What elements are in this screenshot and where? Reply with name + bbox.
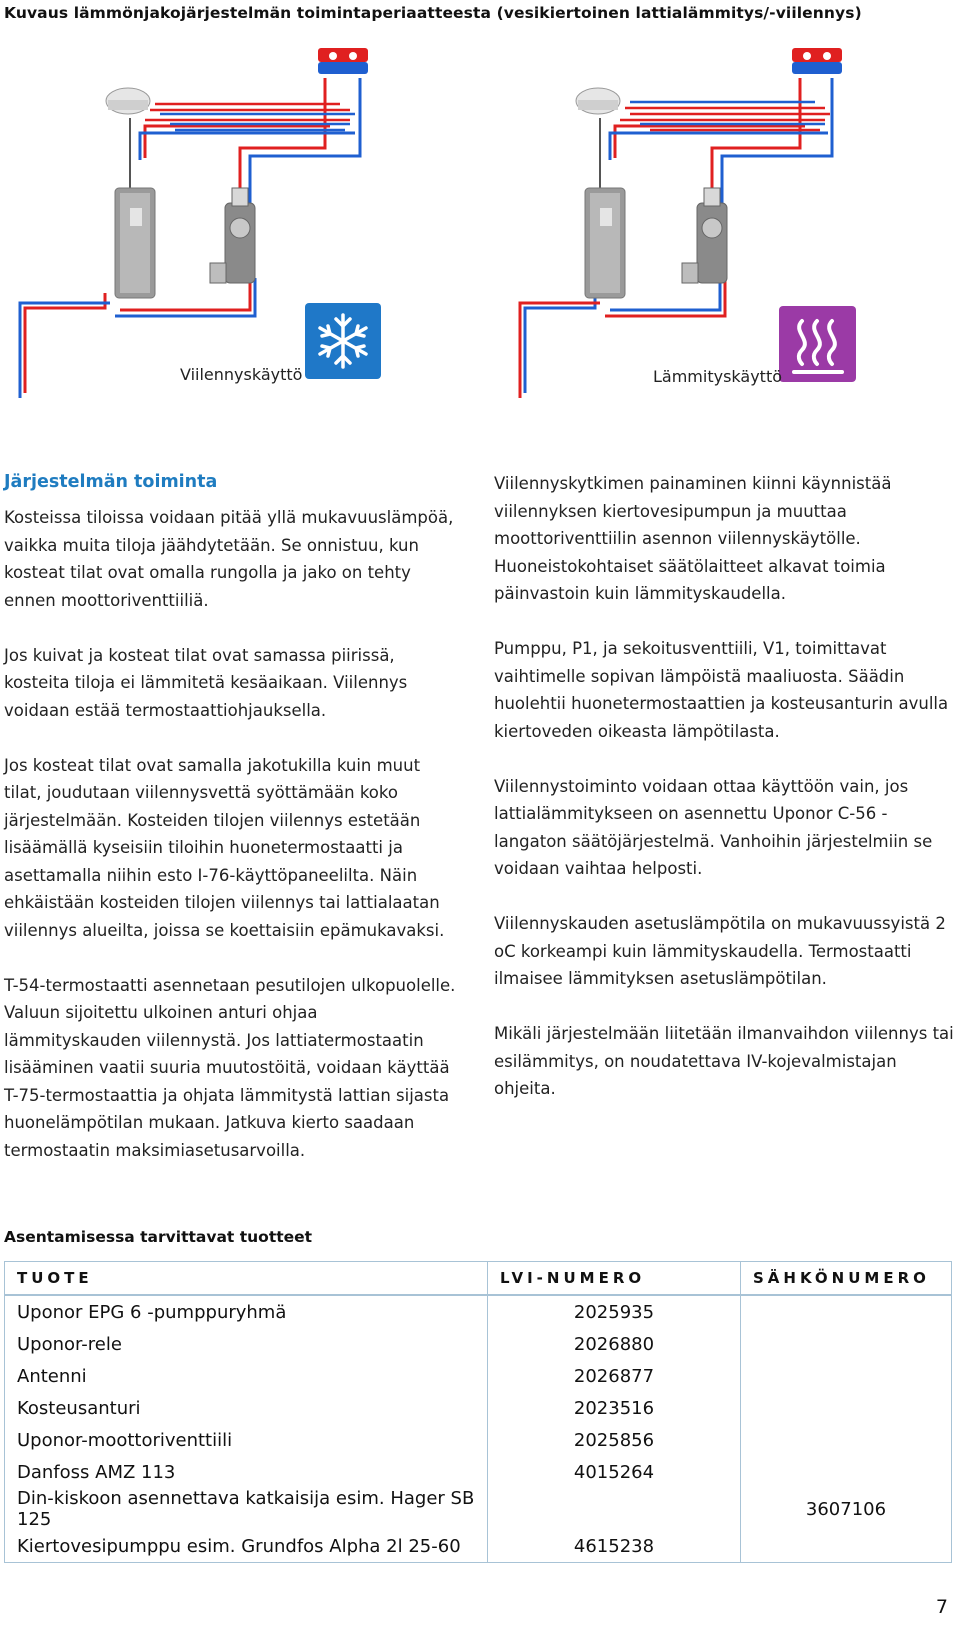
left-text-column [4,470,456,1192]
paragraph: Viilennyskytkimen painaminen kiinni käynnistää viilennyksen kiertovesipumpun ja muuttaa moottoriventtiilin asennon viilennyskäytölle. Huoneistokohtaiset säätölaitteet alkavat toimia päinvastoin kuin lämmityskaudella. [494,474,892,603]
page-header: Kuvaus lämmönjakojärjestelmän toimintaperiaatteesta (vesikiertoinen lattialämmitys/-viilennys) [4,4,862,22]
cooling-mode-label: Viilennyskäyttö [180,365,303,384]
page-number: 7 [935,1596,948,1618]
table-row [5,1456,952,1488]
product-name: Danfoss AMZ 113 [5,1456,488,1488]
table-row [5,1328,952,1360]
lvi-number: 2026877 [488,1360,741,1392]
lvi-number [488,1488,741,1530]
table-row [5,1488,952,1530]
thermostat [106,88,150,114]
product-name: Uponor EPG 6 -pumppuryhmä [5,1295,488,1328]
lvi-number: 2023516 [488,1392,741,1424]
paragraph: Jos kosteat tilat ovat samalla jakotukilla kuin muut tilat, joudutaan viilennysvettä syöttämään koko järjestelmään. Kosteiden tilojen viilennys estetään lisäämällä kyseisiin tiloihin huonetermostaatti ja asettamalla niihin esto I-76-käyttöpaneelilta. Näin ehkäistään kosteiden tilojen viilennys tai lattialaatan viilennys alueilta, joissa se koettaisiin epämukavaksi. [4,755,445,940]
electrical-number [741,1530,952,1563]
electrical-number [741,1328,952,1360]
product-name: Antenni [5,1360,488,1392]
heat-waves-icon [779,306,856,382]
product-name: Uponor-rele [5,1328,488,1360]
lvi-number: 2026880 [488,1328,741,1360]
paragraph: Viilennyskauden asetuslämpötila on mukavuussyistä 2 oC korkeampi kuin lämmityskaudella. Termostaatti ilmaisee lämmityksen asetuslämpötilan. [494,914,946,988]
cooling-system-diagram [0,38,470,418]
products-table [4,1261,952,1563]
lvi-number: 2025856 [488,1424,741,1456]
table-row [5,1360,952,1392]
table-row [5,1295,952,1328]
paragraph: Pumppu, P1, ja sekoitusventtiili, V1, toimittavat vaihtimelle sopivan lämpöistä maaliuosta. Säädin huolehtii huonetermostaattien ja kosteusanturin avulla kiertoveden oikeasta lämpötilasta. [494,639,949,741]
electrical-number [741,1295,952,1328]
product-name: Uponor-moottoriventtiili [5,1424,488,1456]
lvi-number: 2025935 [488,1295,741,1328]
table-row [5,1392,952,1424]
product-name: Kiertovesipumppu esim. Grundfos Alpha 2l 25-60 [5,1530,488,1563]
section-title: Järjestelmän toiminta [4,472,218,492]
electrical-number [741,1392,952,1424]
table-row [5,1530,952,1563]
paragraph: Jos kuivat ja kosteat tilat ovat samassa piirissä, kosteita tiloja ei lämmitetä kesäaikaan. Viilennys voidaan estää termostaattiohjauksella. [4,645,408,720]
paragraph: T-54-termostaatti asennetaan pesutilojen ulkopuolelle. Valuun sijoitettu ulkoinen anturi ohjaa lämmityskauden viilennystä. Jos lattiatermostaatin lisääminen vaatii suuria muutostöitä, voidaan käyttää T-75-termostaattia ja ohjata lämmitystä lattian sijasta huonelämpötilan mukaan. Jatkuva kierto saadaan termostaatin maksimiasetusarvoilla. [4,975,456,1160]
paragraph: Kosteissa tiloissa voidaan pitää yllä mukavuuslämpöä, vaikka muita tiloja jäähdytetään. Se onnistuu, kun kosteat tilat ovat omalla rungolla ja jako on tehty ennen moottoriventtiiliä. [4,508,454,610]
electrical-number [741,1424,952,1456]
column-header-product: TUOTE [5,1262,488,1296]
manifold [318,48,368,74]
pump-group [210,188,255,283]
column-header-electrical: SÄHKÖNUMERO [741,1262,952,1296]
heating-system-diagram [480,38,950,418]
electrical-number [741,1456,952,1488]
column-header-lvi: LVI-NUMERO [488,1262,741,1296]
lvi-number: 4015264 [488,1456,741,1488]
right-text-column [494,470,954,1130]
heating-mode-label: Lämmityskäyttö [653,367,783,386]
paragraph: Viilennystoiminto voidaan ottaa käyttöön vain, jos lattialämmitykseen on asennettu Uponor C-56 -langaton säätöjärjestelmä. Vanhoihin järjestelmiin se voidaan vaihtaa helposti. [494,776,933,878]
electrical-number [741,1360,952,1392]
product-name: Din-kiskoon asennettava katkaisija esim. Hager SB 125 [5,1488,488,1530]
products-title: Asentamisessa tarvittavat tuotteet [4,1228,313,1246]
lvi-number: 4615238 [488,1530,741,1563]
paragraph: Mikäli järjestelmään liitetään ilmanvaihdon viilennys tai esilämmitys, on noudatettava IV-kojevalmistajan ohjeita. [494,1024,954,1098]
electrical-number: 3607106 [741,1488,952,1530]
controller-unit [115,188,155,298]
product-name: Kosteusanturi [5,1392,488,1424]
snowflake-icon [305,303,381,379]
table-header-row [5,1262,952,1296]
table-row [5,1424,952,1456]
